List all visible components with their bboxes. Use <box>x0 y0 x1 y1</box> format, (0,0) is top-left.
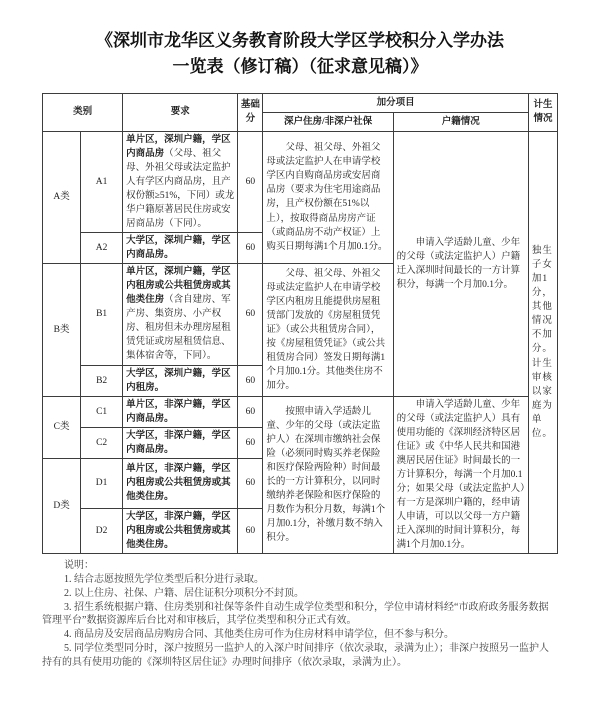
cell-group-d: D类 <box>43 458 81 553</box>
admission-score-table <box>42 93 558 554</box>
cell-requirement-d2 <box>123 509 238 554</box>
requirement-bold-text: 单片区，非深户籍，学区内商品房。 <box>126 399 231 424</box>
cell-base-a2: 60 <box>238 233 263 264</box>
requirement-bold-text: 单片区，深圳户籍，学区内租房或公共租赁房或其他类住房 <box>126 267 231 306</box>
header-row-1 <box>43 93 558 112</box>
table-row-c1 <box>43 396 558 427</box>
cell-household-bonus-cd: 申请入学适龄儿童、少年的父母（或法定监护人）具有使用功能的《深圳经济特区居住证》或《中华人民共和国港澳居民居住证》时间最长的一方计算积分，每满一个月加0.1分；如果父母（或法定监护人）有一方是深圳户籍的，经申请人申请，可以以父母一方户籍迁入深圳的时间计算积分，每满1个月加0.1分。 <box>393 396 528 554</box>
cell-requirement-c2 <box>123 427 238 458</box>
cell-household-bonus-ab: 申请入学适龄儿童、少年的父母（或法定监护人）户籍迁入深圳时间最长的一方计算积分，每满一个月加0.1分。 <box>393 131 528 396</box>
cell-housing-bonus-a: 父母、祖父母、外祖父母或法定监护人在申请学校学区内自购商品房或安居商品房（要求为住宅用途商品房，且产权份额在51%以上），按取得商品房房产证（或商品房不动产权证）上购买日期每满1个月加0.1分。 <box>263 131 393 263</box>
header-bonus: 加分项目 <box>263 93 529 112</box>
header-housing-social: 深户住房/非深户社保 <box>263 112 393 131</box>
header-base-score: 基础分 <box>238 93 263 131</box>
cell-code-d1: D1 <box>81 458 123 508</box>
cell-base-d2: 60 <box>238 509 263 554</box>
cell-base-c2: 60 <box>238 427 263 458</box>
requirement-rest-text: （父母、祖父母、外祖父母或法定监护人有学区内商品房，且产权份额≥51%，下同）或龙华户籍原著居民住房或安居商品房（下同）。 <box>126 148 235 230</box>
cell-requirement-c1 <box>123 396 238 427</box>
cell-group-a: A类 <box>43 131 81 263</box>
cell-requirement-b2 <box>123 365 238 396</box>
cell-family-planning: 独生子女加1分，其他情况不加分。计生审核以家庭为单位。 <box>528 131 557 553</box>
cell-code-c1: C1 <box>81 396 123 427</box>
header-household: 户籍情况 <box>393 112 528 131</box>
cell-code-b1: B1 <box>81 264 123 365</box>
cell-requirement-a1 <box>123 131 238 232</box>
page-title: 《深圳市龙华区义务教育阶段大学区学校积分入学办法一览表（修订稿）（征求意见稿）》 <box>96 31 504 77</box>
requirement-bold-text: 单片区，深圳户籍，学区内商品房 <box>126 134 231 159</box>
cell-housing-bonus-b: 父母、祖父母、外祖父母或法定监护人在申请学校学区内租房且能提供房屋租赁部门发放的《房屋租赁凭证》（或公共租赁房合同），按《房屋租赁凭证》（或公共租赁房合同）签发日期每满1个月加0.1分。其他类住房不加分。 <box>263 264 393 396</box>
header-family-planning: 计生情况 <box>528 93 557 131</box>
cell-base-b1: 60 <box>238 264 263 365</box>
header-requirement: 要求 <box>123 93 238 131</box>
note-item-1: 1. 结合志愿按照先学位类型后积分进行录取。 <box>64 573 264 585</box>
requirement-bold-text: 大学区，深圳户籍，学区内租房。 <box>126 368 231 393</box>
table-row-a1 <box>43 131 558 232</box>
cell-requirement-b1 <box>123 264 238 365</box>
note-item-2: 2. 以上住房、社保、户籍、居住证积分项积分不封顶。 <box>64 587 304 599</box>
cell-social-bonus-cd: 按照申请入学适龄儿童、少年的父母（或法定监护人）在深圳市缴纳社会保险（必须同时购买养老保险和医疗保险两险种）时间最长的一方计算积分，以同时缴纳养老保险和医疗保险的月数作为积分月数，每满1个月加0.1分，补缴月数不纳入积分。 <box>263 396 393 554</box>
header-category: 类别 <box>43 93 123 131</box>
cell-code-a1: A1 <box>81 131 123 232</box>
note-item-3: 3. 招生系统根据户籍、住房类别和社保等条件自动生成学位类型和积分，学位申请材料经“市政府政务服务数据管理平台”数据资源库后台比对和审核后，其学位类型和积分正式有效。 <box>42 601 549 627</box>
cell-base-d1: 60 <box>238 458 263 508</box>
note-item-4: 4. 商品房及安居商品房购房合同、其他类住房可作为住房材料申请学位，但不参与积分。 <box>64 629 454 641</box>
requirement-bold-text: 大学区，深圳户籍，学区内商品房。 <box>126 236 231 261</box>
notes-section <box>42 559 558 669</box>
cell-group-c: C类 <box>43 396 81 458</box>
cell-requirement-d1 <box>123 458 238 508</box>
note-item-5: 5. 同学位类型同分时，深户按照另一监护人的入深户时间排序（依次录取，录满为止）；非深户按照另一监护人持有的具有使用功能的《深圳特区居住证》办理时间排序（依次录取，录满为止）。 <box>42 642 549 668</box>
requirement-bold-text: 大学区，非深户籍，学区内租房或公共租赁房或其他类住房。 <box>126 512 231 551</box>
cell-code-c2: C2 <box>81 427 123 458</box>
cell-base-a1: 60 <box>238 131 263 232</box>
requirement-bold-text: 大学区，非深户籍，学区内商品房。 <box>126 430 231 455</box>
requirement-rest-text: （含自建房、军产房、集资房、小产权房、租房但未办理房屋租赁凭证或房屋租赁信息、集体宿舍等，下同）。 <box>126 295 231 362</box>
cell-group-b: B类 <box>43 264 81 396</box>
cell-base-c1: 60 <box>238 396 263 427</box>
requirement-bold-text: 单片区，非深户籍，学区内租房或公共租赁房或其他类住房。 <box>126 464 231 503</box>
cell-requirement-a2 <box>123 233 238 264</box>
notes-label: 说明： <box>64 560 94 572</box>
cell-code-b2: B2 <box>81 365 123 396</box>
cell-base-b2: 60 <box>238 365 263 396</box>
cell-code-d2: D2 <box>81 509 123 554</box>
cell-code-a2: A2 <box>81 233 123 264</box>
